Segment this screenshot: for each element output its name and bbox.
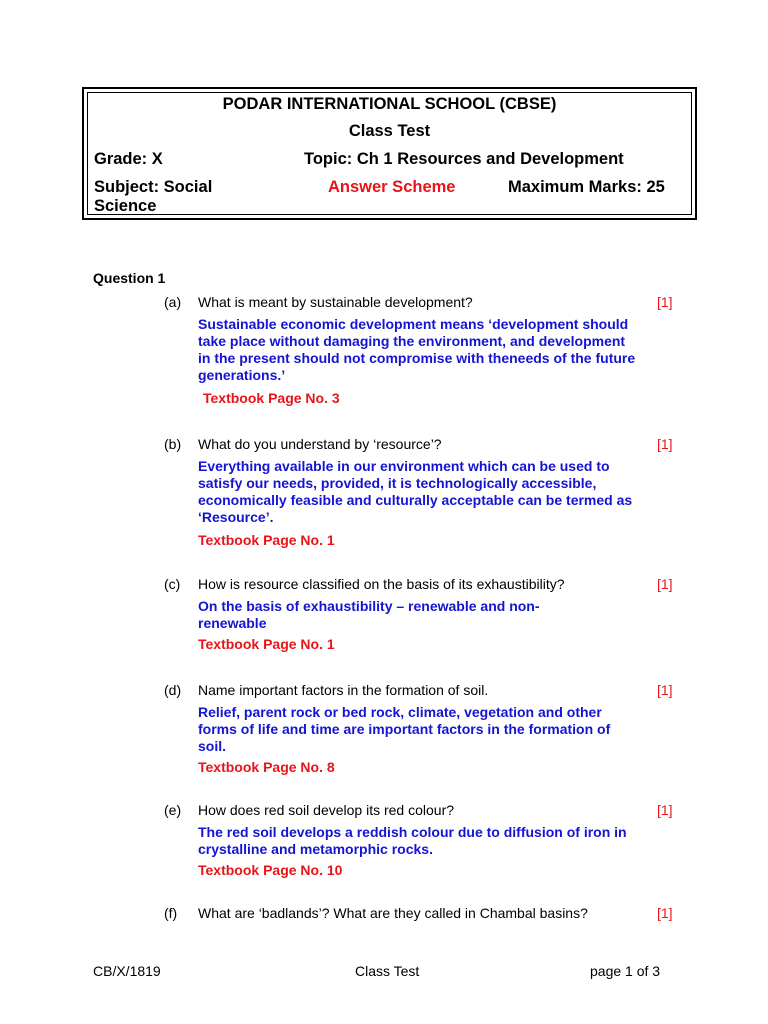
question-marks: [1] bbox=[657, 682, 673, 698]
question-letter: (e) bbox=[164, 802, 182, 818]
question-text: What do you understand by ‘resource’? bbox=[198, 436, 442, 452]
question-marks: [1] bbox=[657, 576, 673, 592]
question-letter: (f) bbox=[164, 905, 178, 921]
question-letter: (b) bbox=[164, 436, 182, 452]
question-letter: (d) bbox=[164, 682, 182, 698]
answer-text: Everything available in our environment which can be used to satisfy our needs, provided, it is technologically accessible, economically feasible and culturally acceptable can be termed as ‘Resource’. bbox=[198, 458, 633, 525]
subject: Subject: Social Science bbox=[94, 178, 213, 215]
textbook-reference: Textbook Page No. 8 bbox=[198, 759, 335, 775]
textbook-reference: Textbook Page No. 1 bbox=[198, 532, 335, 548]
answer-text: Relief, parent rock or bed rock, climate, vegetation and other forms of life and time are important factors in the formation of soil. bbox=[198, 704, 611, 754]
textbook-reference: Textbook Page No. 3 bbox=[203, 390, 340, 406]
school-name: PODAR INTERNATIONAL SCHOOL (CBSE) bbox=[222, 95, 557, 113]
answer-scheme: Answer Scheme bbox=[328, 178, 456, 196]
answer-text: The red soil develops a reddish colour due to diffusion of iron in crystalline and metamorphic rocks. bbox=[198, 824, 627, 857]
question-letter: (a) bbox=[164, 294, 182, 310]
grade: Grade: X bbox=[94, 150, 163, 168]
footer-code: CB/X/1819 bbox=[93, 963, 161, 979]
question-title: Question 1 bbox=[93, 270, 166, 286]
max-marks: Maximum Marks: 25 bbox=[508, 178, 665, 196]
header-box bbox=[82, 87, 697, 220]
question-text: What is meant by sustainable development? bbox=[198, 294, 473, 310]
answer-text: On the basis of exhaustibility – renewable and non-renewable bbox=[198, 598, 540, 631]
footer-page: page 1 of 3 bbox=[590, 963, 661, 979]
question-text: Name important factors in the formation of soil. bbox=[198, 682, 489, 698]
test-type: Class Test bbox=[348, 122, 431, 140]
footer-center: Class Test bbox=[355, 963, 420, 979]
question-marks: [1] bbox=[657, 436, 673, 452]
textbook-reference: Textbook Page No. 10 bbox=[198, 862, 343, 878]
question-marks: [1] bbox=[657, 905, 673, 921]
question-text: How is resource classified on the basis of its exhaustibility? bbox=[198, 576, 565, 592]
question-text: How does red soil develop its red colour? bbox=[198, 802, 455, 818]
question-text: What are ‘badlands’? What are they called in Chambal basins? bbox=[198, 905, 588, 921]
question-letter: (c) bbox=[164, 576, 181, 592]
textbook-reference: Textbook Page No. 1 bbox=[198, 636, 335, 652]
answer-text: Sustainable economic development means ‘development should take place without damaging the environment, and development in the present should not compromise with theneeds of the future generations.’ bbox=[198, 316, 636, 383]
topic: Topic: Ch 1 Resources and Development bbox=[304, 150, 624, 168]
question-marks: [1] bbox=[657, 294, 673, 310]
question-marks: [1] bbox=[657, 802, 673, 818]
